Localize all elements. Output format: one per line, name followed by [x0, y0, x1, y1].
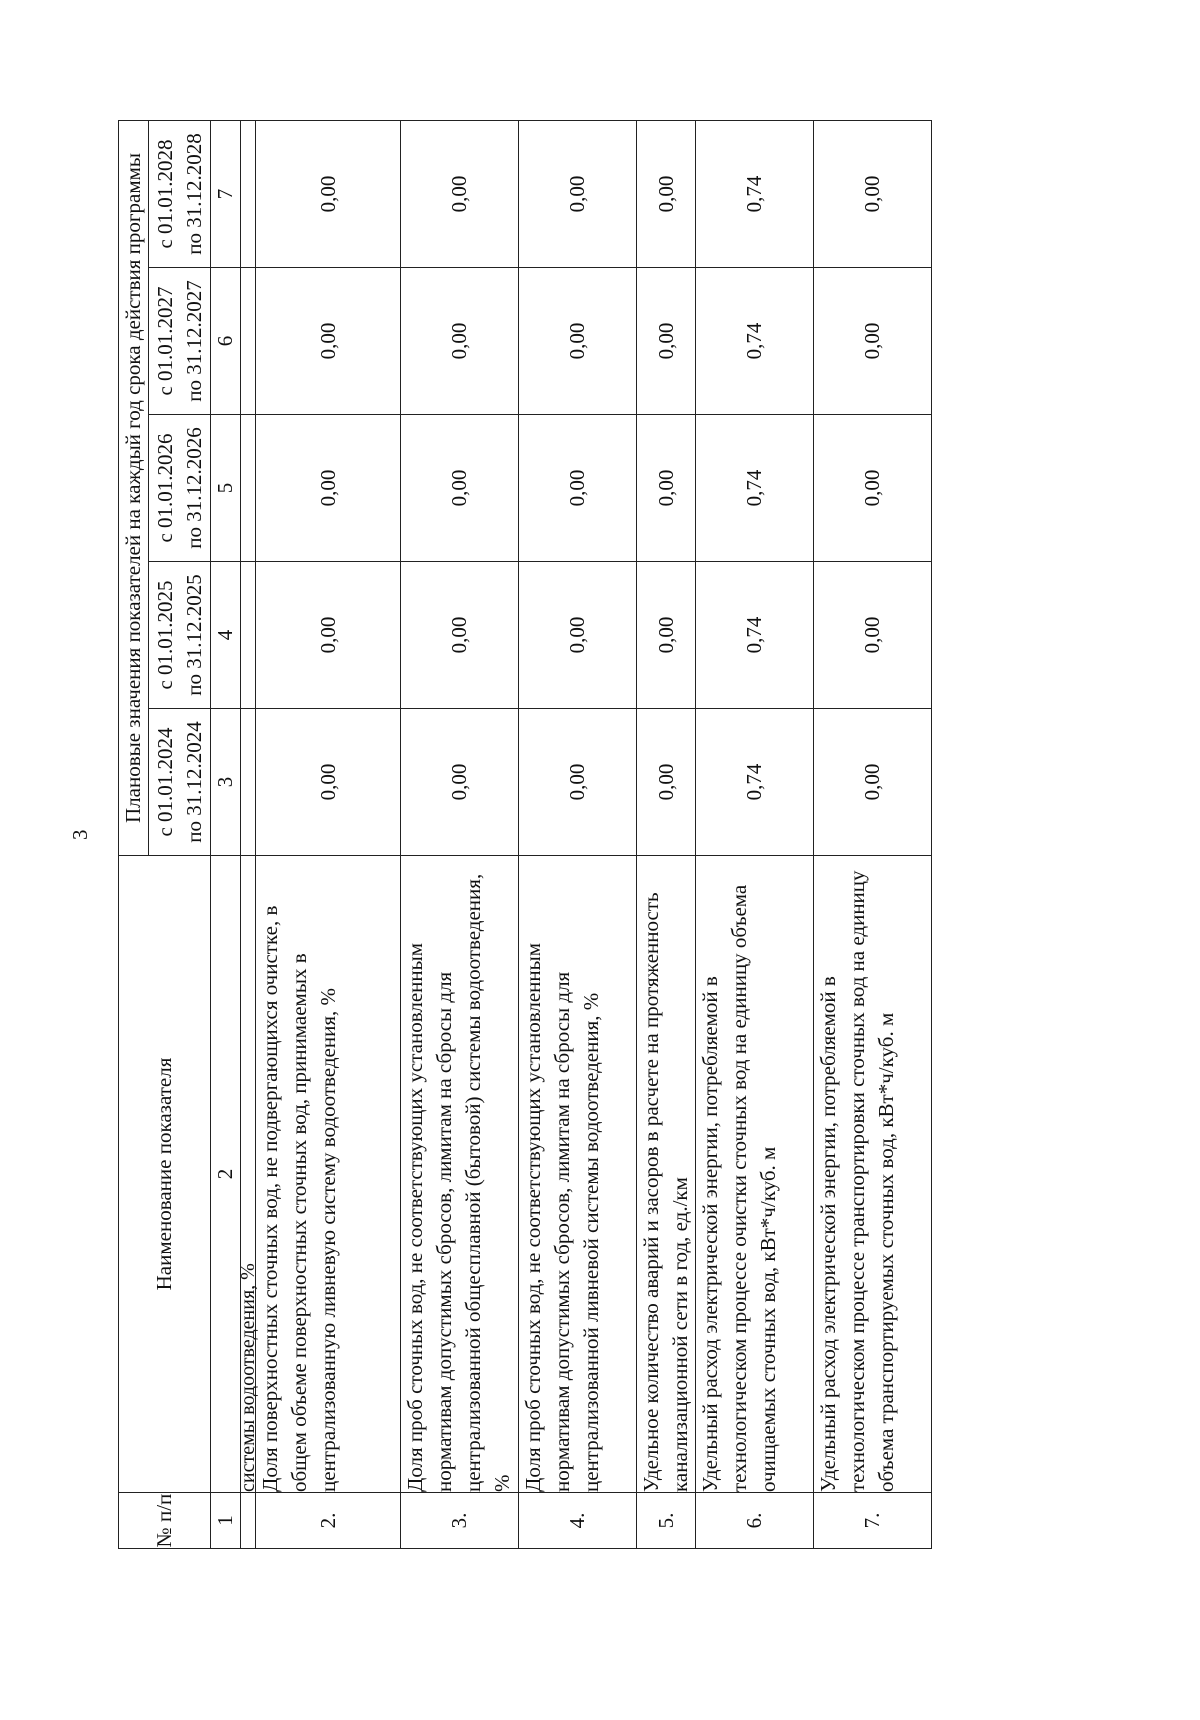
- value-cell: 0,00: [637, 120, 696, 267]
- value-cell: 0,74: [696, 415, 814, 562]
- table-row: [256, 120, 401, 1548]
- value-cell: 0,74: [696, 120, 814, 267]
- value-cell: 0,00: [519, 709, 637, 856]
- value-cell: 0,00: [519, 415, 637, 562]
- rotated-table-wrapper: [118, 121, 910, 1549]
- value-cell: 0,74: [696, 709, 814, 856]
- value-cell: 0,74: [696, 562, 814, 709]
- continuation-text: системы водоотведения, %: [241, 856, 256, 1493]
- value-cell: 0,00: [401, 415, 519, 562]
- blank-cell: [241, 709, 256, 856]
- blank-cell: [241, 1493, 256, 1549]
- period-header: с 01.01.2025 по 31.12.2025: [149, 562, 211, 709]
- blank-cell: [241, 120, 256, 267]
- value-cell: 0,00: [519, 562, 637, 709]
- row-number: 5.: [637, 1493, 696, 1549]
- value-cell: 0,00: [256, 709, 401, 856]
- plan-header: Плановые значения показателей на каждый год срока действия программы: [119, 120, 149, 855]
- value-cell: 0,00: [519, 268, 637, 415]
- column-index: 4: [211, 562, 241, 709]
- value-cell: 0,00: [519, 120, 637, 267]
- indicator-name: Удельное количество аварий и засоров в расчете на протяженность канализационной сети в год, ед./км: [637, 856, 696, 1493]
- column-index: 6: [211, 268, 241, 415]
- value-cell: 0,00: [814, 120, 932, 267]
- value-cell: 0,00: [637, 562, 696, 709]
- indicator-name: Удельный расход электрической энергии, потребляемой в технологическом процессе транспортировки сточных вод на единицу объема транспортируемых сточных вод, кВт*ч/куб. м: [814, 856, 932, 1493]
- column-index: 5: [211, 415, 241, 562]
- period-header: с 01.01.2026 по 31.12.2026: [149, 415, 211, 562]
- blank-cell: [241, 562, 256, 709]
- value-cell: 0,00: [256, 562, 401, 709]
- row-number: 4.: [519, 1493, 637, 1549]
- value-cell: 0,00: [256, 268, 401, 415]
- table-row: [519, 120, 637, 1548]
- table-row: [637, 120, 696, 1548]
- table-row: [401, 120, 519, 1548]
- row-number: 6.: [696, 1493, 814, 1549]
- col-no-header: № п/п: [119, 1493, 211, 1549]
- value-cell: 0,74: [696, 268, 814, 415]
- table-row: [696, 120, 814, 1548]
- column-index: 2: [211, 856, 241, 1493]
- value-cell: 0,00: [256, 415, 401, 562]
- indicators-table: [118, 120, 932, 1549]
- value-cell: 0,00: [401, 709, 519, 856]
- row-number: 2.: [256, 1493, 401, 1549]
- value-cell: 0,00: [814, 415, 932, 562]
- value-cell: 0,00: [401, 120, 519, 267]
- period-header: с 01.01.2028 по 31.12.2028: [149, 120, 211, 267]
- indicator-name: Доля поверхностных сточных вод, не подвергающихся очистке, в общем объеме поверхностных сточных вод, принимаемых в централизованную ливневую систему водоотведения, %: [256, 856, 401, 1493]
- indicator-name: Удельный расход электрической энергии, потребляемой в технологическом процессе очистки сточных вод на единицу объема очищаемых сточных вод, кВт*ч/куб. м: [696, 856, 814, 1493]
- indicator-name: Доля проб сточных вод, не соответствующих установленным нормативам допустимых сбросов, лимитам на сбросы для централизованной ливневой системы водоотведения, %: [519, 856, 637, 1493]
- column-index: 3: [211, 709, 241, 856]
- period-header: с 01.01.2024 по 31.12.2024: [149, 709, 211, 856]
- row-number: 7.: [814, 1493, 932, 1549]
- value-cell: 0,00: [256, 120, 401, 267]
- value-cell: 0,00: [814, 562, 932, 709]
- value-cell: 0,00: [401, 562, 519, 709]
- table-row: [814, 120, 932, 1548]
- column-index: 7: [211, 120, 241, 267]
- blank-cell: [241, 268, 256, 415]
- value-cell: 0,00: [637, 709, 696, 856]
- value-cell: 0,00: [814, 709, 932, 856]
- indicator-name: Доля проб сточных вод, не соответствующих установленным нормативам допустимых сбросов, лимитам на сбросы для централизованной общесплавной (бытовой) системы водоотведения, %: [401, 856, 519, 1493]
- blank-cell: [241, 415, 256, 562]
- value-cell: 0,00: [637, 268, 696, 415]
- column-index: 1: [211, 1493, 241, 1549]
- page-number: 3: [68, 829, 92, 840]
- value-cell: 0,00: [814, 268, 932, 415]
- row-number: 3.: [401, 1493, 519, 1549]
- col-name-header: Наименование показателя: [119, 856, 211, 1493]
- period-header: с 01.01.2027 по 31.12.2027: [149, 268, 211, 415]
- value-cell: 0,00: [637, 415, 696, 562]
- value-cell: 0,00: [401, 268, 519, 415]
